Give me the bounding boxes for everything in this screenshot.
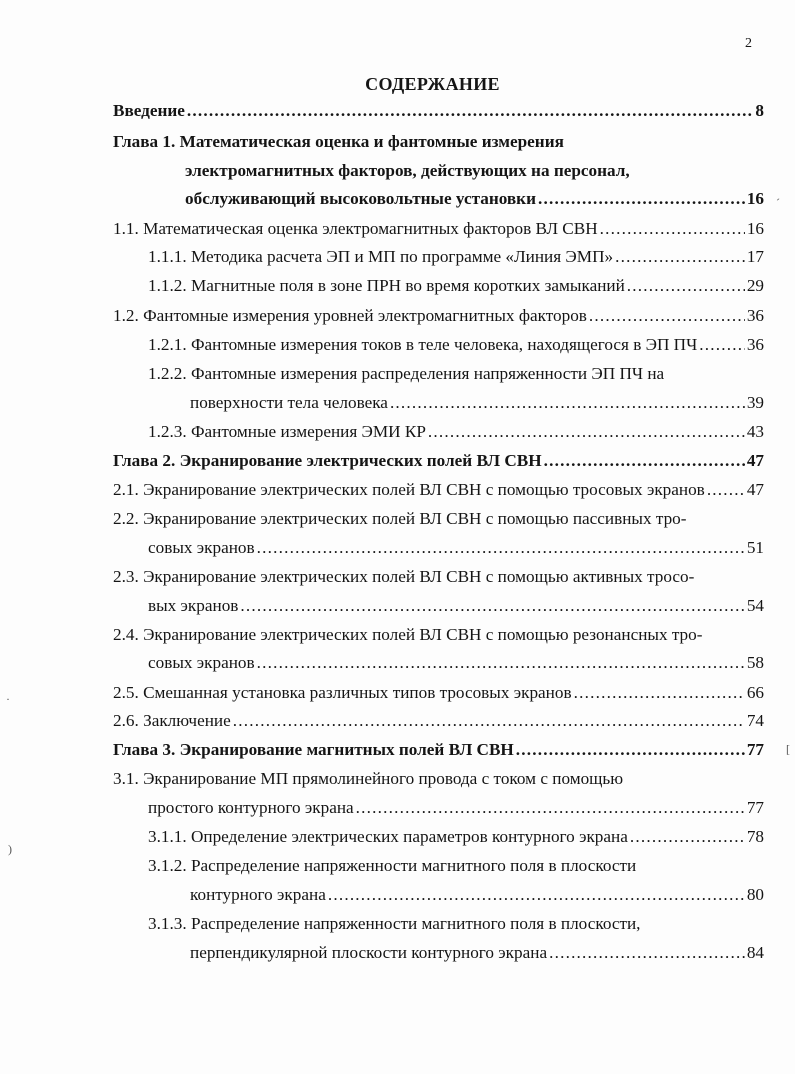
dot-leader — [544, 450, 745, 472]
toc-entry-2-1[interactable] — [113, 479, 764, 501]
toc-entry-1-2-2-line-1: 1.2.2. Фантомные измерения распределения напряженности ЭП ПЧ на — [148, 364, 665, 383]
dot-leader — [574, 682, 745, 704]
dot-leader — [428, 421, 745, 443]
toc-entry-label: 2.5. Смешанная установка различных типов тросовых экранов — [113, 683, 572, 702]
toc-entry-label: 2.1. Экранирование электрических полей ВЛ СВН с помощью тросовых экранов — [113, 480, 705, 499]
toc-entry-page: 74 — [746, 711, 764, 730]
toc-entry-page: 66 — [746, 683, 764, 702]
toc-entry-1-2-1[interactable] — [148, 334, 764, 356]
toc-entry-page: 43 — [746, 422, 764, 441]
toc-entry-1-2-2[interactable] — [190, 392, 764, 414]
toc-entry-2-2[interactable] — [148, 537, 764, 559]
dot-leader — [549, 942, 745, 964]
toc-entry-page: 29 — [746, 276, 764, 295]
dot-leader — [699, 334, 745, 356]
toc-entry-1-2[interactable] — [113, 305, 764, 327]
toc-entry-page: 16 — [746, 219, 764, 238]
toc-entry-2-3[interactable] — [148, 595, 764, 617]
toc-entry-page: 80 — [746, 885, 764, 904]
toc-entry-page: 36 — [746, 306, 764, 325]
scan-speck: · — [6, 692, 10, 706]
toc-entry-page: 39 — [746, 393, 764, 412]
toc-entry-label: 1.2. Фантомные измерения уровней электромагнитных факторов — [113, 306, 587, 325]
toc-entry-1-1-1[interactable] — [148, 246, 764, 268]
dot-leader — [600, 218, 745, 240]
toc-entry-introduction[interactable] — [113, 100, 764, 122]
dot-leader — [187, 100, 754, 122]
dot-leader — [627, 275, 745, 297]
toc-entry-page: 77 — [746, 740, 764, 759]
dot-leader — [615, 246, 745, 268]
toc-entry-3-1-1[interactable] — [148, 826, 764, 848]
toc-entry-page: 8 — [755, 101, 764, 120]
toc-entry-page: 36 — [746, 335, 764, 354]
toc-entry-label: 1.1.2. Магнитные поля в зоне ПРН во время коротких замыканий — [148, 276, 625, 295]
scan-bracket-mark: [ — [786, 742, 790, 756]
toc-entry-2-5[interactable] — [113, 682, 764, 704]
dot-leader — [328, 884, 745, 906]
dot-leader — [707, 479, 745, 501]
toc-entry-label: вых экранов — [148, 596, 239, 615]
scan-speck: ´ — [776, 196, 780, 210]
toc-entry-page: 16 — [746, 189, 764, 208]
dot-leader — [257, 652, 745, 674]
toc-entry-page: 78 — [746, 827, 764, 846]
toc-entry-label: простого контурного экрана — [148, 798, 354, 817]
toc-entry-label: Введение — [113, 101, 185, 120]
toc-entry-3-1-3[interactable] — [190, 942, 764, 964]
toc-entry-1-2-3[interactable] — [148, 421, 764, 443]
dot-leader — [240, 595, 744, 617]
toc-entry-label: Глава 3. Экранирование магнитных полей ВЛ СВН — [113, 740, 514, 759]
toc-entry-1-1[interactable] — [113, 218, 764, 240]
page-title: СОДЕРЖАНИЕ — [365, 74, 500, 94]
toc-entry-2-2-line-1: 2.2. Экранирование электрических полей ВЛ СВН с помощью пассивных тро- — [113, 509, 687, 528]
toc-entry-3-1-2[interactable] — [190, 884, 764, 906]
toc-entry-3-1[interactable] — [148, 797, 764, 819]
toc-entry-page: 58 — [746, 653, 764, 672]
toc-entry-page: 77 — [746, 798, 764, 817]
toc-entry-page: 51 — [746, 538, 764, 557]
toc-chapter-1-line-2: электромагнитных факторов, действующих на персонал, — [185, 161, 630, 180]
dot-leader — [390, 392, 745, 414]
toc-entry-label: 3.1.1. Определение электрических параметров контурного экрана — [148, 827, 628, 846]
toc-entry-label: поверхности тела человека — [190, 393, 388, 412]
toc-chapter-1-line-1: Глава 1. Математическая оценка и фантомные измерения — [113, 132, 564, 151]
toc-entry-2-6[interactable] — [113, 710, 764, 732]
toc-entry-1-1-2[interactable] — [148, 275, 764, 297]
toc-entry-2-3-line-1: 2.3. Экранирование электрических полей ВЛ СВН с помощью активных тросо- — [113, 567, 695, 586]
toc-entry-label: обслуживающий высоковольтные установки — [185, 189, 536, 208]
toc-entry-page: 47 — [746, 451, 764, 470]
toc-entry-2-4-line-1: 2.4. Экранирование электрических полей ВЛ СВН с помощью резонансных тро- — [113, 625, 703, 644]
toc-entry-label: совых экранов — [148, 538, 255, 557]
toc-entry-label: контурного экрана — [190, 885, 326, 904]
toc-entry-label: совых экранов — [148, 653, 255, 672]
toc-entry-chapter-1[interactable] — [185, 188, 764, 210]
toc-entry-chapter-3[interactable] — [113, 739, 764, 761]
toc-entry-page: 17 — [746, 247, 764, 266]
dot-leader — [630, 826, 745, 848]
scan-speck: ) — [8, 842, 12, 856]
toc-entry-3-1-line-1: 3.1. Экранирование МП прямолинейного провода с током с помощью — [113, 769, 624, 788]
dot-leader — [257, 537, 745, 559]
toc-entry-2-4[interactable] — [148, 652, 764, 674]
toc-entry-label: 1.2.3. Фантомные измерения ЭМИ КР — [148, 422, 426, 441]
toc-entry-label: перпендикулярной плоскости контурного экрана — [190, 943, 548, 962]
toc-entry-label: 1.2.1. Фантомные измерения токов в теле человека, находящегося в ЭП ПЧ — [148, 335, 698, 354]
toc-entry-label: 1.1. Математическая оценка электромагнитных факторов ВЛ СВН — [113, 219, 598, 238]
toc-entry-label: Глава 2. Экранирование электрических полей ВЛ СВН — [113, 451, 542, 470]
toc-entry-3-1-3-line-1: 3.1.3. Распределение напряженности магнитного поля в плоскости, — [148, 914, 641, 933]
toc-entry-page: 84 — [746, 943, 764, 962]
toc-entry-label: 2.6. Заключение — [113, 711, 231, 730]
dot-leader — [356, 797, 745, 819]
toc-entry-page: 47 — [746, 480, 764, 499]
dot-leader — [589, 305, 745, 327]
toc-entry-chapter-2[interactable] — [113, 450, 764, 472]
toc-entry-label: 1.1.1. Методика расчета ЭП и МП по программе «Линия ЭМП» — [148, 247, 614, 266]
dot-leader — [233, 710, 745, 732]
dot-leader — [516, 739, 745, 761]
page-number: 2 — [745, 36, 752, 51]
toc-entry-3-1-2-line-1: 3.1.2. Распределение напряженности магнитного поля в плоскости — [148, 856, 637, 875]
dot-leader — [538, 188, 745, 210]
toc-entry-page: 54 — [746, 596, 764, 615]
